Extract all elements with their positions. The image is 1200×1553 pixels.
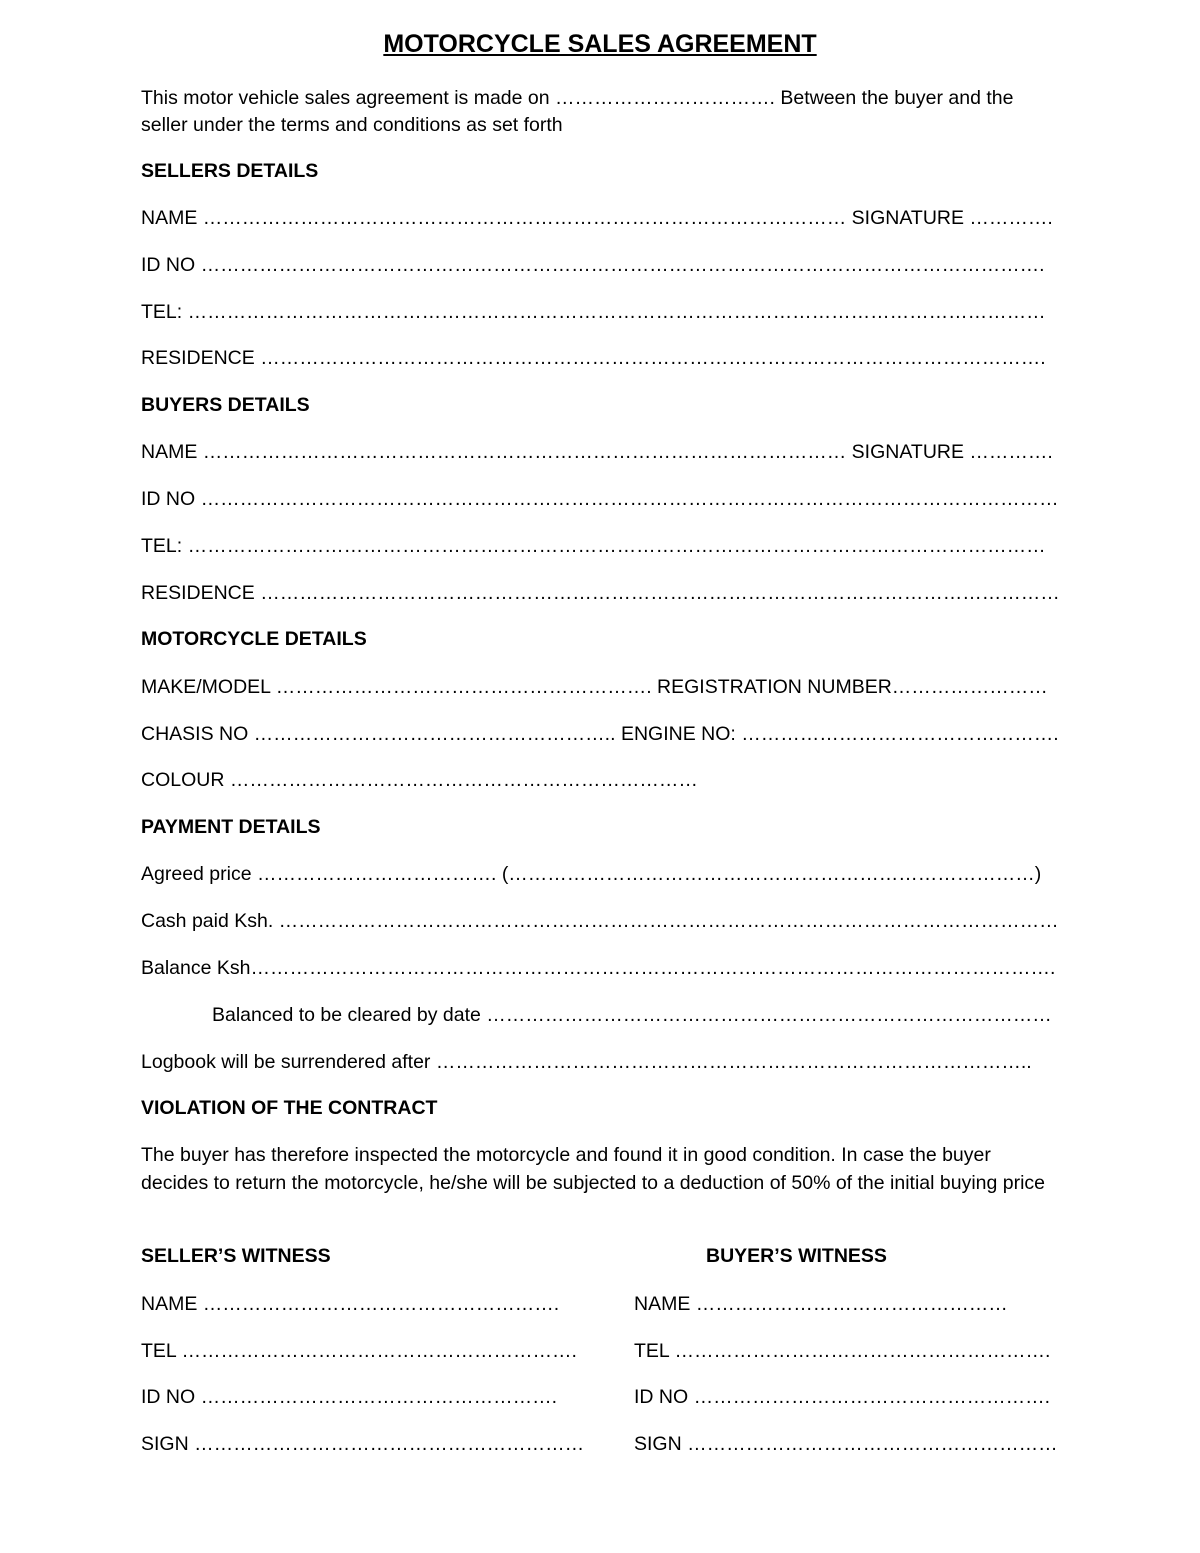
seller-witness-tel-field: TEL ……………………………………………………. xyxy=(141,1340,577,1362)
agreed-price-field: Agreed price ………………………………. (………………………………………………………………………) xyxy=(141,863,1042,885)
seller-witness-id-field: ID NO ………………………………………………. xyxy=(141,1386,558,1408)
buyer-witness-name-field: NAME ………………………………………… xyxy=(634,1293,1008,1315)
seller-id-field: ID NO …………………………………………………………………………………………………………………. xyxy=(141,254,1045,276)
chassis-engine-field: CHASIS NO ……………………………………………….. ENGINE NO: …………………………………………. xyxy=(141,723,1059,745)
seller-tel-field: TEL: …………………………………………………………………………………………………………………… xyxy=(141,301,1046,323)
colour-field: COLOUR ……………………………………………………………… xyxy=(141,769,698,791)
document-title: MOTORCYCLE SALES AGREEMENT xyxy=(383,30,817,58)
buyer-id-field: ID NO …………………………………………………………………………………………………………………… xyxy=(141,488,1059,510)
make-model-field: MAKE/MODEL …………………………………………………. REGISTRATION NUMBER…………………… xyxy=(141,676,1048,698)
violation-paragraph: The buyer has therefore inspected the motorcycle and found it in good condition. In case the buyer decides to return the motorcycle, he/she will be subjected to a deduction of 50% of the initial buying price xyxy=(141,1144,1046,1194)
buyer-residence-field: RESIDENCE …………………………………………………………………………………………………………… xyxy=(141,582,1060,604)
intro-paragraph: This motor vehicle sales agreement is made on ……………………………. Between the buyer and the seller under the terms and conditions as set forth xyxy=(141,87,1014,136)
balance-clear-date-field: Balanced to be cleared by date …………………………………………………………………………… xyxy=(212,1004,1052,1026)
seller-witness-sign-field: SIGN …………………………………………………… xyxy=(141,1433,585,1455)
sellers-details-heading: SELLERS DETAILS xyxy=(141,160,319,182)
buyer-name-field: NAME ……………………………………………………………………………………… SIGNATURE …………. xyxy=(141,441,1053,463)
buyer-witness-sign-field: SIGN ………………………………………………… xyxy=(634,1433,1058,1455)
seller-witness-heading: SELLER’S WITNESS xyxy=(141,1245,331,1267)
buyer-witness-id-field: ID NO ………………………………………………. xyxy=(634,1386,1051,1408)
seller-name-field: NAME ……………………………………………………………………………………… SIGNATURE …………. xyxy=(141,207,1053,229)
seller-residence-field: RESIDENCE …………………………………………………………………………………………………………. xyxy=(141,347,1046,369)
cash-paid-field: Cash paid Ksh. ………………………………………………………………………………………………………… xyxy=(141,910,1059,932)
buyer-witness-tel-field: TEL …………………………………………………. xyxy=(634,1340,1051,1362)
buyer-tel-field: TEL: …………………………………………………………………………………………………………………… xyxy=(141,535,1046,557)
logbook-field: Logbook will be surrendered after ……………………………………………………………………………….. xyxy=(141,1051,1032,1073)
buyer-witness-heading: BUYER’S WITNESS xyxy=(706,1245,887,1267)
violation-heading: VIOLATION OF THE CONTRACT xyxy=(141,1097,438,1119)
buyers-details-heading: BUYERS DETAILS xyxy=(141,394,310,416)
seller-witness-name-field: NAME ………………………………………………. xyxy=(141,1293,560,1315)
payment-details-heading: PAYMENT DETAILS xyxy=(141,816,321,838)
balance-field: Balance Ksh……………………………………………………………………………………………………………. xyxy=(141,957,1056,979)
motorcycle-details-heading: MOTORCYCLE DETAILS xyxy=(141,628,367,650)
